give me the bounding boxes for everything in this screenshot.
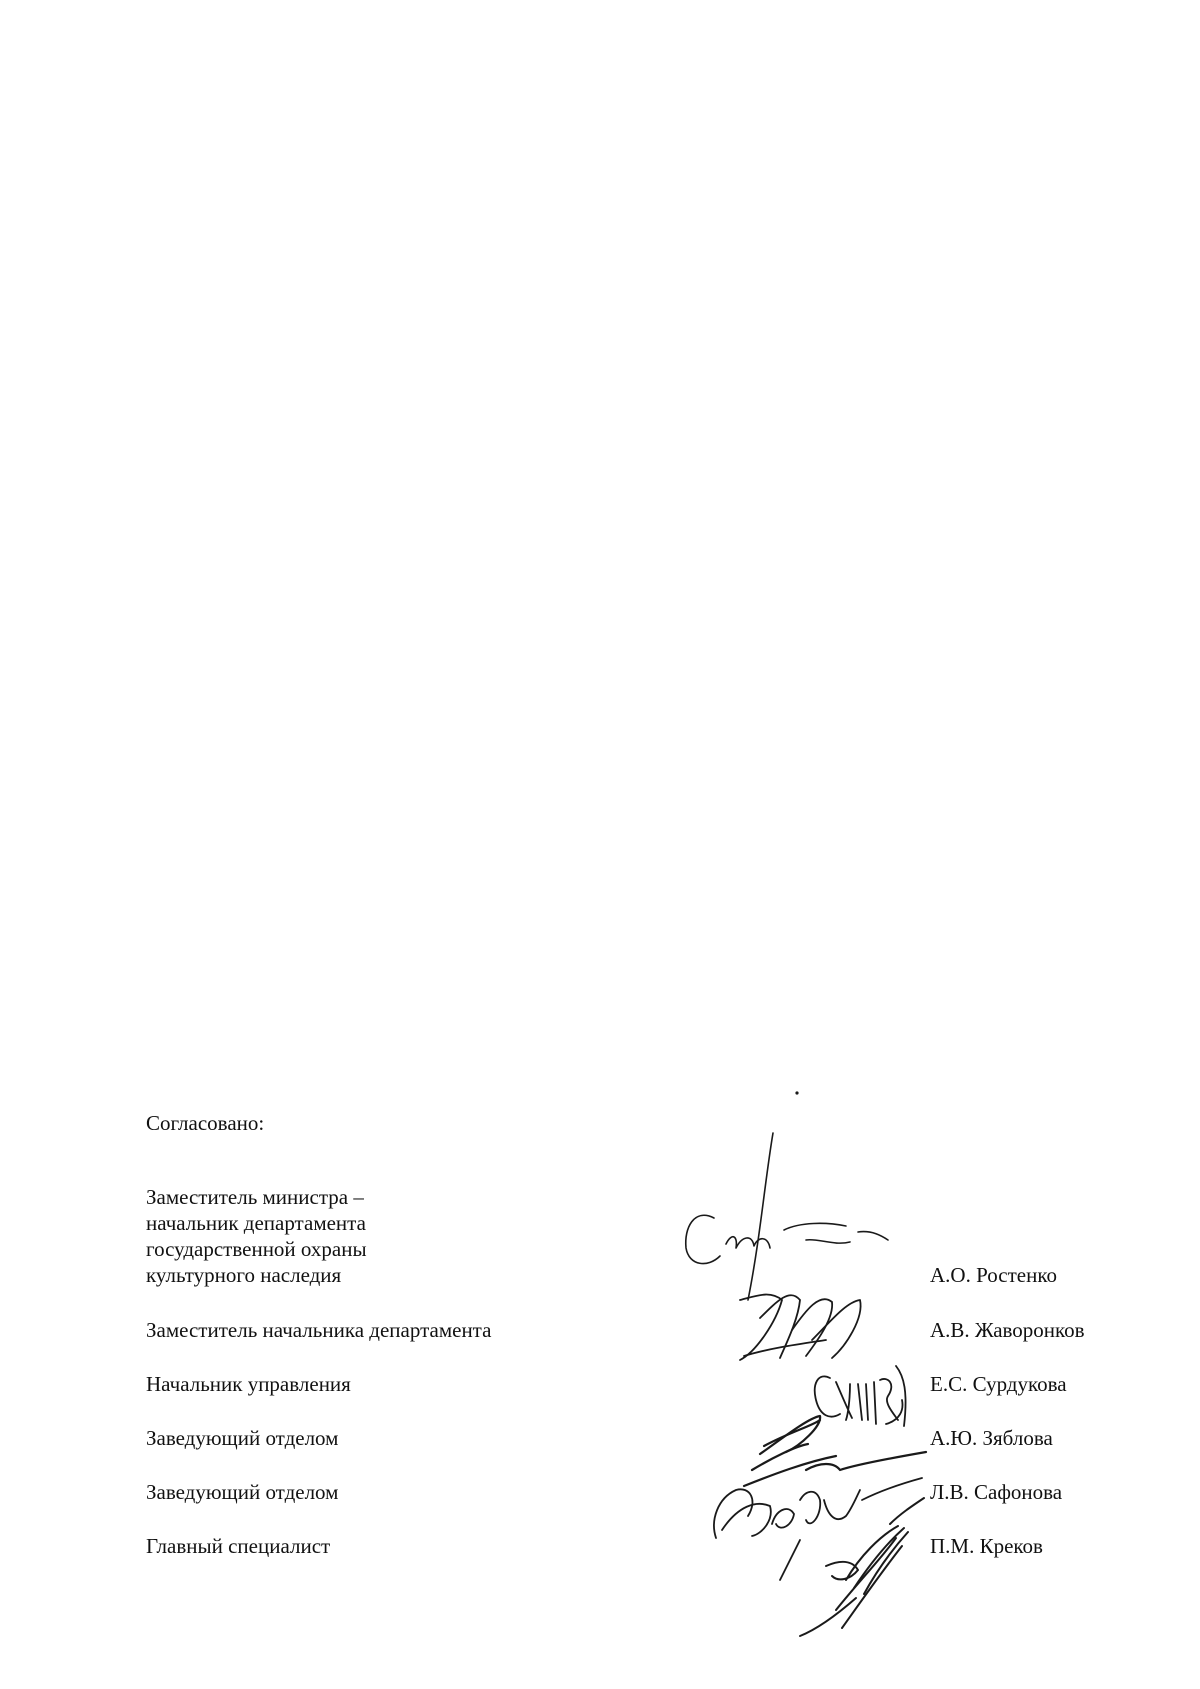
signatory-name: А.В. Жаворонков — [930, 1318, 1085, 1342]
ink-dot — [795, 1091, 798, 1094]
signatory-row-3 — [146, 1369, 1146, 1397]
signatory-name: Е.С. Сурдукова — [930, 1372, 1067, 1396]
signatory-name: А.О. Ростенко — [930, 1263, 1057, 1287]
signatory-position: Заведующий отделом — [146, 1480, 339, 1504]
signatory-row-5 — [146, 1477, 1146, 1505]
signatory-name: П.М. Креков — [930, 1534, 1043, 1558]
signatory-position: Главный специалист — [146, 1534, 331, 1558]
signatory-row-2 — [146, 1315, 1146, 1343]
signatory-row-6 — [146, 1531, 1146, 1559]
signatory-name: А.Ю. Зяблова — [930, 1426, 1053, 1450]
signatory-row-4 — [146, 1423, 1146, 1451]
signatory-position: Заведующий отделом — [146, 1426, 339, 1450]
signatory-position: Заместитель министра – начальник департамента государственной охраны культурного наследия — [146, 1185, 367, 1287]
signatory-position: Начальник управления — [146, 1372, 351, 1396]
signatory-position: Заместитель начальника департамента — [146, 1318, 492, 1342]
approval-heading: Согласовано: — [146, 1111, 265, 1135]
approval-block — [146, 1110, 1146, 1580]
signatory-row-1 — [146, 1184, 1146, 1288]
signatory-name: Л.В. Сафонова — [930, 1480, 1063, 1504]
